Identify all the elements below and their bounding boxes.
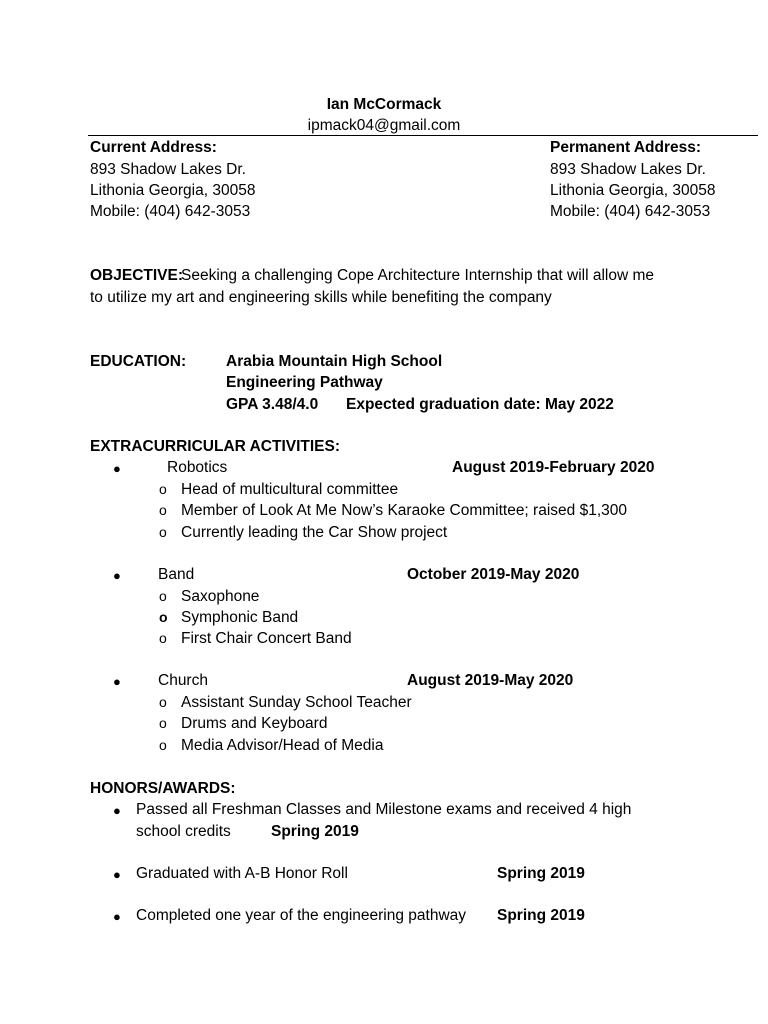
sub-marker: o xyxy=(159,715,167,731)
honor-date: Spring 2019 xyxy=(497,865,585,882)
sub-marker: o xyxy=(159,502,167,518)
activity-subitem: Symphonic Band xyxy=(181,609,299,626)
bullet-marker: ● xyxy=(113,568,121,583)
activity-subitem: Currently leading the Car Show project xyxy=(181,524,448,541)
sub-marker: o xyxy=(159,481,167,497)
education-gpa: GPA 3.48/4.0 xyxy=(226,396,319,413)
permanent-address-street: 893 Shadow Lakes Dr. xyxy=(550,161,706,178)
honors-label: HONORS/AWARDS: xyxy=(90,780,236,797)
education-graduation: Expected graduation date: May 2022 xyxy=(346,396,614,413)
current-address-mobile: Mobile: (404) 642-3053 xyxy=(90,203,251,220)
header-divider xyxy=(88,135,758,136)
objective-line-1: Seeking a challenging Cope Architecture Internship that will allow me xyxy=(181,267,655,284)
activity-dates: August 2019-May 2020 xyxy=(407,672,574,689)
activity-subitem: Member of Look At Me Now’s Karaoke Committee; raised $1,300 xyxy=(181,502,627,519)
activity-title: Robotics xyxy=(167,459,228,476)
honor-date: Spring 2019 xyxy=(271,823,359,840)
resume-email: ipmack04@gmail.com xyxy=(307,117,461,134)
current-address-label: Current Address: xyxy=(90,139,217,156)
activity-subitem: First Chair Concert Band xyxy=(181,630,352,647)
resume-name: Ian McCormack xyxy=(326,96,442,113)
permanent-address-mobile: Mobile: (404) 642-3053 xyxy=(550,203,711,220)
honor-text: Completed one year of the engineering pathway xyxy=(136,907,467,924)
education-school: Arabia Mountain High School xyxy=(226,353,443,370)
activity-dates: October 2019-May 2020 xyxy=(407,566,580,583)
bullet-marker: ● xyxy=(113,461,121,476)
education-label: EDUCATION: xyxy=(90,353,187,370)
honor-date: Spring 2019 xyxy=(497,907,585,924)
activity-title: Church xyxy=(158,672,208,689)
sub-marker: o xyxy=(159,694,167,710)
bullet-marker: ● xyxy=(113,909,121,924)
permanent-address-label: Permanent Address: xyxy=(550,139,702,156)
activity-title: Band xyxy=(158,566,195,583)
activity-subitem: Head of multicultural committee xyxy=(181,481,399,498)
activity-subitem: Drums and Keyboard xyxy=(181,715,328,732)
current-address-city: Lithonia Georgia, 30058 xyxy=(90,182,256,199)
activity-subitem: Assistant Sunday School Teacher xyxy=(181,694,412,711)
bullet-marker: ● xyxy=(113,803,121,818)
activity-subitem: Media Advisor/Head of Media xyxy=(181,737,384,754)
honor-text: Graduated with A-B Honor Roll xyxy=(136,865,348,882)
honor-text-line-2: school credits xyxy=(136,823,231,840)
current-address-street: 893 Shadow Lakes Dr. xyxy=(90,161,246,178)
activity-subitem: Saxophone xyxy=(181,588,260,605)
permanent-address-city: Lithonia Georgia, 30058 xyxy=(550,182,716,199)
honor-text-line-1: Passed all Freshman Classes and Milestone exams and received 4 high xyxy=(136,801,632,818)
objective-line-2: to utilize my art and engineering skills while benefiting the company xyxy=(90,289,552,306)
sub-marker: o xyxy=(159,630,167,646)
sub-marker: o xyxy=(159,609,168,625)
sub-marker: o xyxy=(159,588,167,604)
activity-dates: August 2019-February 2020 xyxy=(452,459,655,476)
bullet-marker: ● xyxy=(113,674,121,689)
bullet-marker: ● xyxy=(113,867,121,882)
extracurricular-label: EXTRACURRICULAR ACTIVITIES: xyxy=(90,438,341,455)
objective-label: OBJECTIVE: xyxy=(90,267,184,284)
sub-marker: o xyxy=(159,737,167,753)
education-pathway: Engineering Pathway xyxy=(226,374,383,391)
sub-marker: o xyxy=(159,524,167,540)
